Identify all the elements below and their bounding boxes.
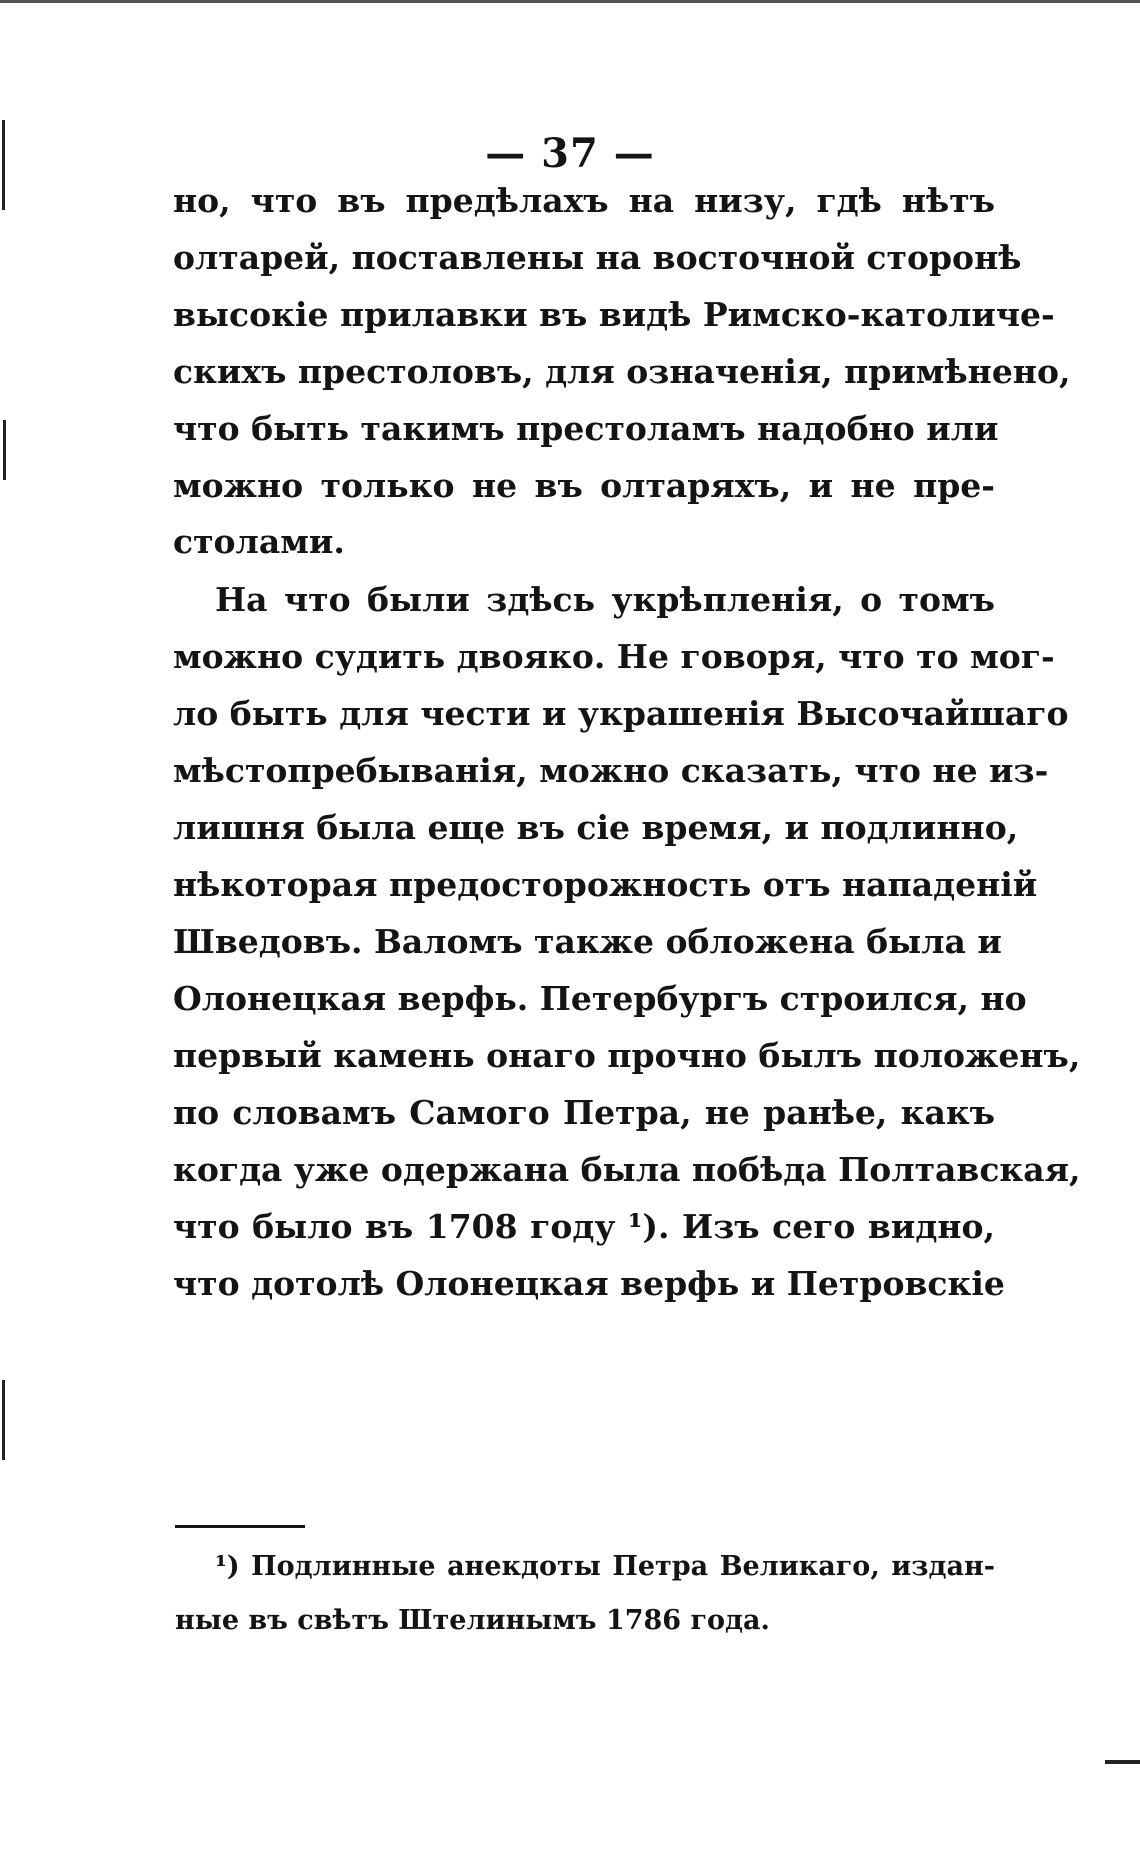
body-line: по словамъ Самого Петра, не ранѣе, какъ — [173, 1093, 995, 1132]
scan-edge-mark — [2, 1380, 5, 1460]
body-line: что быть такимъ престоламъ надобно или — [173, 409, 999, 448]
body-line: можно только не въ олтаряхъ, и не пре- — [173, 466, 995, 505]
body-line: лишня была еще въ сіе время, и подлинно, — [173, 808, 1019, 847]
body-line: нѣкоторая предосторожность отъ нападеній — [173, 865, 1038, 904]
paragraph-first-line: На что были здѣсь укрѣпленія, о томъ — [215, 580, 995, 619]
body-line: что дотолѣ Олонецкая верфь и Петровскіе — [173, 1264, 1005, 1303]
scan-edge-mark — [2, 120, 5, 210]
body-line: Олонецкая верфь. Петербургъ строился, но — [173, 979, 1027, 1018]
body-line: Шведовъ. Валомъ также обложена была и — [173, 922, 1002, 961]
page-number: — 37 — — [485, 130, 655, 177]
body-line: когда уже одержана была побѣда Полтавская, — [173, 1150, 1081, 1189]
body-line: ло быть для чести и украшенія Высочайшаго — [173, 694, 1069, 733]
scan-edge-mark — [1105, 1760, 1140, 1764]
footnote-line: ¹) Подлинные анекдоты Петра Великаго, издан- — [215, 1551, 995, 1582]
body-line: столами. — [173, 522, 345, 561]
body-line: скихъ престоловъ, для означенія, примѣнено, — [173, 352, 1071, 391]
body-line: первый камень онаго прочно былъ положенъ, — [173, 1036, 1081, 1075]
scan-edge-mark — [3, 420, 6, 480]
body-line: что было въ 1708 году ¹). Изъ сего видно, — [173, 1207, 995, 1246]
body-line: но, что въ предѣлахъ на низу, гдѣ нѣтъ — [173, 181, 995, 220]
footnote-separator — [175, 1525, 305, 1528]
body-line: олтарей, поставлены на восточной сторонѣ — [173, 238, 1022, 277]
scan-edge-top — [0, 0, 1140, 3]
body-line: мѣстопребыванія, можно сказать, что не из- — [173, 751, 1049, 790]
body-line: высокіе прилавки въ видѣ Римско-католиче- — [173, 295, 1055, 334]
body-line: можно судить двояко. Не говоря, что то мог- — [173, 637, 1055, 676]
footnote-line: ные въ свѣтъ Штелинымъ 1786 года. — [175, 1605, 770, 1636]
